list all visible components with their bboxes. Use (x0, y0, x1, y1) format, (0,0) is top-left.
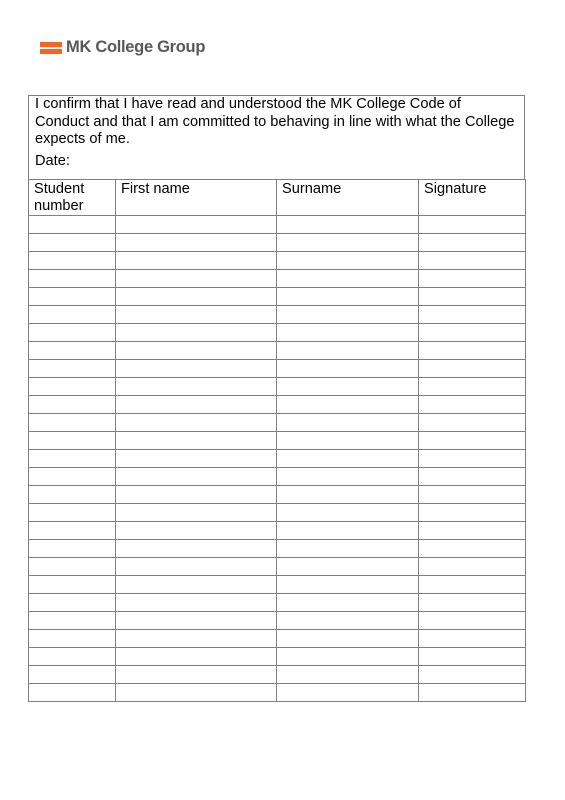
table-row (29, 324, 526, 342)
student-number-cell[interactable] (29, 396, 116, 414)
surname-cell[interactable] (277, 324, 419, 342)
first-name-cell[interactable] (116, 648, 277, 666)
table-row (29, 306, 526, 324)
first-name-cell[interactable] (116, 558, 277, 576)
signature-cell[interactable] (419, 252, 526, 270)
surname-cell[interactable] (277, 486, 419, 504)
surname-cell[interactable] (277, 414, 419, 432)
student-number-cell[interactable] (29, 594, 116, 612)
signature-cell[interactable] (419, 324, 526, 342)
surname-cell[interactable] (277, 612, 419, 630)
first-name-cell[interactable] (116, 216, 277, 234)
first-name-cell[interactable] (116, 288, 277, 306)
surname-cell[interactable] (277, 270, 419, 288)
signature-cell[interactable] (419, 342, 526, 360)
signature-cell[interactable] (419, 576, 526, 594)
student-number-cell[interactable] (29, 216, 116, 234)
column-header-signature: Signature (419, 180, 526, 216)
student-number-cell[interactable] (29, 324, 116, 342)
table-row (29, 216, 526, 234)
surname-cell[interactable] (277, 468, 419, 486)
signature-sheet (28, 95, 525, 702)
column-header-first-name: First name (116, 180, 277, 216)
first-name-cell[interactable] (116, 504, 277, 522)
signature-cell[interactable] (419, 270, 526, 288)
signature-cell[interactable] (419, 558, 526, 576)
surname-cell[interactable] (277, 342, 419, 360)
surname-cell[interactable] (277, 684, 419, 702)
surname-cell[interactable] (277, 666, 419, 684)
signature-cell[interactable] (419, 540, 526, 558)
first-name-cell[interactable] (116, 684, 277, 702)
first-name-cell[interactable] (116, 324, 277, 342)
surname-cell[interactable] (277, 252, 419, 270)
signature-cell[interactable] (419, 594, 526, 612)
signature-cell[interactable] (419, 450, 526, 468)
student-number-cell[interactable] (29, 576, 116, 594)
signature-cell[interactable] (419, 612, 526, 630)
surname-cell[interactable] (277, 288, 419, 306)
table-row (29, 234, 526, 252)
student-number-cell[interactable] (29, 432, 116, 450)
first-name-cell[interactable] (116, 234, 277, 252)
table-row (29, 558, 526, 576)
student-number-cell[interactable] (29, 306, 116, 324)
signature-cell[interactable] (419, 396, 526, 414)
signature-table (28, 179, 526, 702)
surname-cell[interactable] (277, 522, 419, 540)
signature-cell[interactable] (419, 432, 526, 450)
mk-college-group-logo (40, 38, 205, 56)
column-header-surname: Surname (277, 180, 419, 216)
first-name-cell[interactable] (116, 270, 277, 288)
signature-cell[interactable] (419, 666, 526, 684)
first-name-cell[interactable] (116, 666, 277, 684)
table-row (29, 378, 526, 396)
signature-cell[interactable] (419, 648, 526, 666)
first-name-cell[interactable] (116, 522, 277, 540)
logo-text: MK College Group (66, 38, 206, 56)
first-name-cell[interactable] (116, 486, 277, 504)
surname-cell[interactable] (277, 396, 419, 414)
surname-cell[interactable] (277, 216, 419, 234)
logo-stripes-icon (40, 40, 62, 55)
surname-cell[interactable] (277, 630, 419, 648)
table-row (29, 486, 526, 504)
student-number-cell[interactable] (29, 270, 116, 288)
signature-cell[interactable] (419, 468, 526, 486)
surname-cell[interactable] (277, 234, 419, 252)
signature-cell[interactable] (419, 684, 526, 702)
table-row (29, 630, 526, 648)
signature-cell[interactable] (419, 216, 526, 234)
student-number-cell[interactable] (29, 648, 116, 666)
column-header-student-number: Student number (29, 180, 116, 216)
signature-cell[interactable] (419, 378, 526, 396)
first-name-cell[interactable] (116, 342, 277, 360)
first-name-cell[interactable] (116, 378, 277, 396)
first-name-cell[interactable] (116, 252, 277, 270)
surname-cell[interactable] (277, 540, 419, 558)
table-row (29, 684, 526, 702)
student-number-cell[interactable] (29, 684, 116, 702)
signature-cell[interactable] (419, 414, 526, 432)
date-label: Date: (35, 152, 70, 169)
confirmation-box (28, 95, 525, 179)
signature-cell[interactable] (419, 288, 526, 306)
student-number-cell[interactable] (29, 342, 116, 360)
surname-cell[interactable] (277, 432, 419, 450)
surname-cell[interactable] (277, 450, 419, 468)
table-row (29, 396, 526, 414)
first-name-cell[interactable] (116, 396, 277, 414)
table-row (29, 360, 526, 378)
student-number-cell[interactable] (29, 252, 116, 270)
signature-cell[interactable] (419, 504, 526, 522)
table-row (29, 342, 526, 360)
first-name-cell[interactable] (116, 468, 277, 486)
first-name-cell[interactable] (116, 576, 277, 594)
student-number-cell[interactable] (29, 450, 116, 468)
first-name-cell[interactable] (116, 450, 277, 468)
table-row (29, 414, 526, 432)
table-row (29, 648, 526, 666)
student-number-cell[interactable] (29, 612, 116, 630)
student-number-cell[interactable] (29, 468, 116, 486)
table-row (29, 270, 526, 288)
first-name-cell[interactable] (116, 306, 277, 324)
student-number-cell[interactable] (29, 666, 116, 684)
table-row (29, 612, 526, 630)
table-row (29, 504, 526, 522)
student-number-cell[interactable] (29, 288, 116, 306)
table-row (29, 576, 526, 594)
student-number-cell[interactable] (29, 378, 116, 396)
student-number-cell[interactable] (29, 522, 116, 540)
first-name-cell[interactable] (116, 432, 277, 450)
student-number-cell[interactable] (29, 234, 116, 252)
table-row (29, 540, 526, 558)
surname-cell[interactable] (277, 558, 419, 576)
first-name-cell[interactable] (116, 414, 277, 432)
first-name-cell[interactable] (116, 540, 277, 558)
signature-cell[interactable] (419, 306, 526, 324)
first-name-cell[interactable] (116, 360, 277, 378)
surname-cell[interactable] (277, 504, 419, 522)
surname-cell[interactable] (277, 306, 419, 324)
signature-cell[interactable] (419, 486, 526, 504)
student-number-cell[interactable] (29, 414, 116, 432)
signature-cell[interactable] (419, 234, 526, 252)
signature-cell[interactable] (419, 360, 526, 378)
confirmation-statement: I confirm that I have read and understood the MK College Code of Conduct and that I am committed to behaving in line with what the College expects of me. (35, 96, 515, 147)
surname-cell[interactable] (277, 594, 419, 612)
table-header-row (29, 180, 526, 216)
table-row (29, 594, 526, 612)
first-name-cell[interactable] (116, 630, 277, 648)
surname-cell[interactable] (277, 360, 419, 378)
table-row (29, 666, 526, 684)
table-row (29, 252, 526, 270)
surname-cell[interactable] (277, 378, 419, 396)
student-number-cell[interactable] (29, 630, 116, 648)
table-row (29, 432, 526, 450)
signature-cell[interactable] (419, 522, 526, 540)
student-number-cell[interactable] (29, 360, 116, 378)
surname-cell[interactable] (277, 576, 419, 594)
table-row (29, 522, 526, 540)
surname-cell[interactable] (277, 648, 419, 666)
student-number-cell[interactable] (29, 486, 116, 504)
first-name-cell[interactable] (116, 612, 277, 630)
student-number-cell[interactable] (29, 558, 116, 576)
table-row (29, 288, 526, 306)
student-number-cell[interactable] (29, 540, 116, 558)
first-name-cell[interactable] (116, 594, 277, 612)
signature-cell[interactable] (419, 630, 526, 648)
table-row (29, 450, 526, 468)
student-number-cell[interactable] (29, 504, 116, 522)
table-row (29, 468, 526, 486)
